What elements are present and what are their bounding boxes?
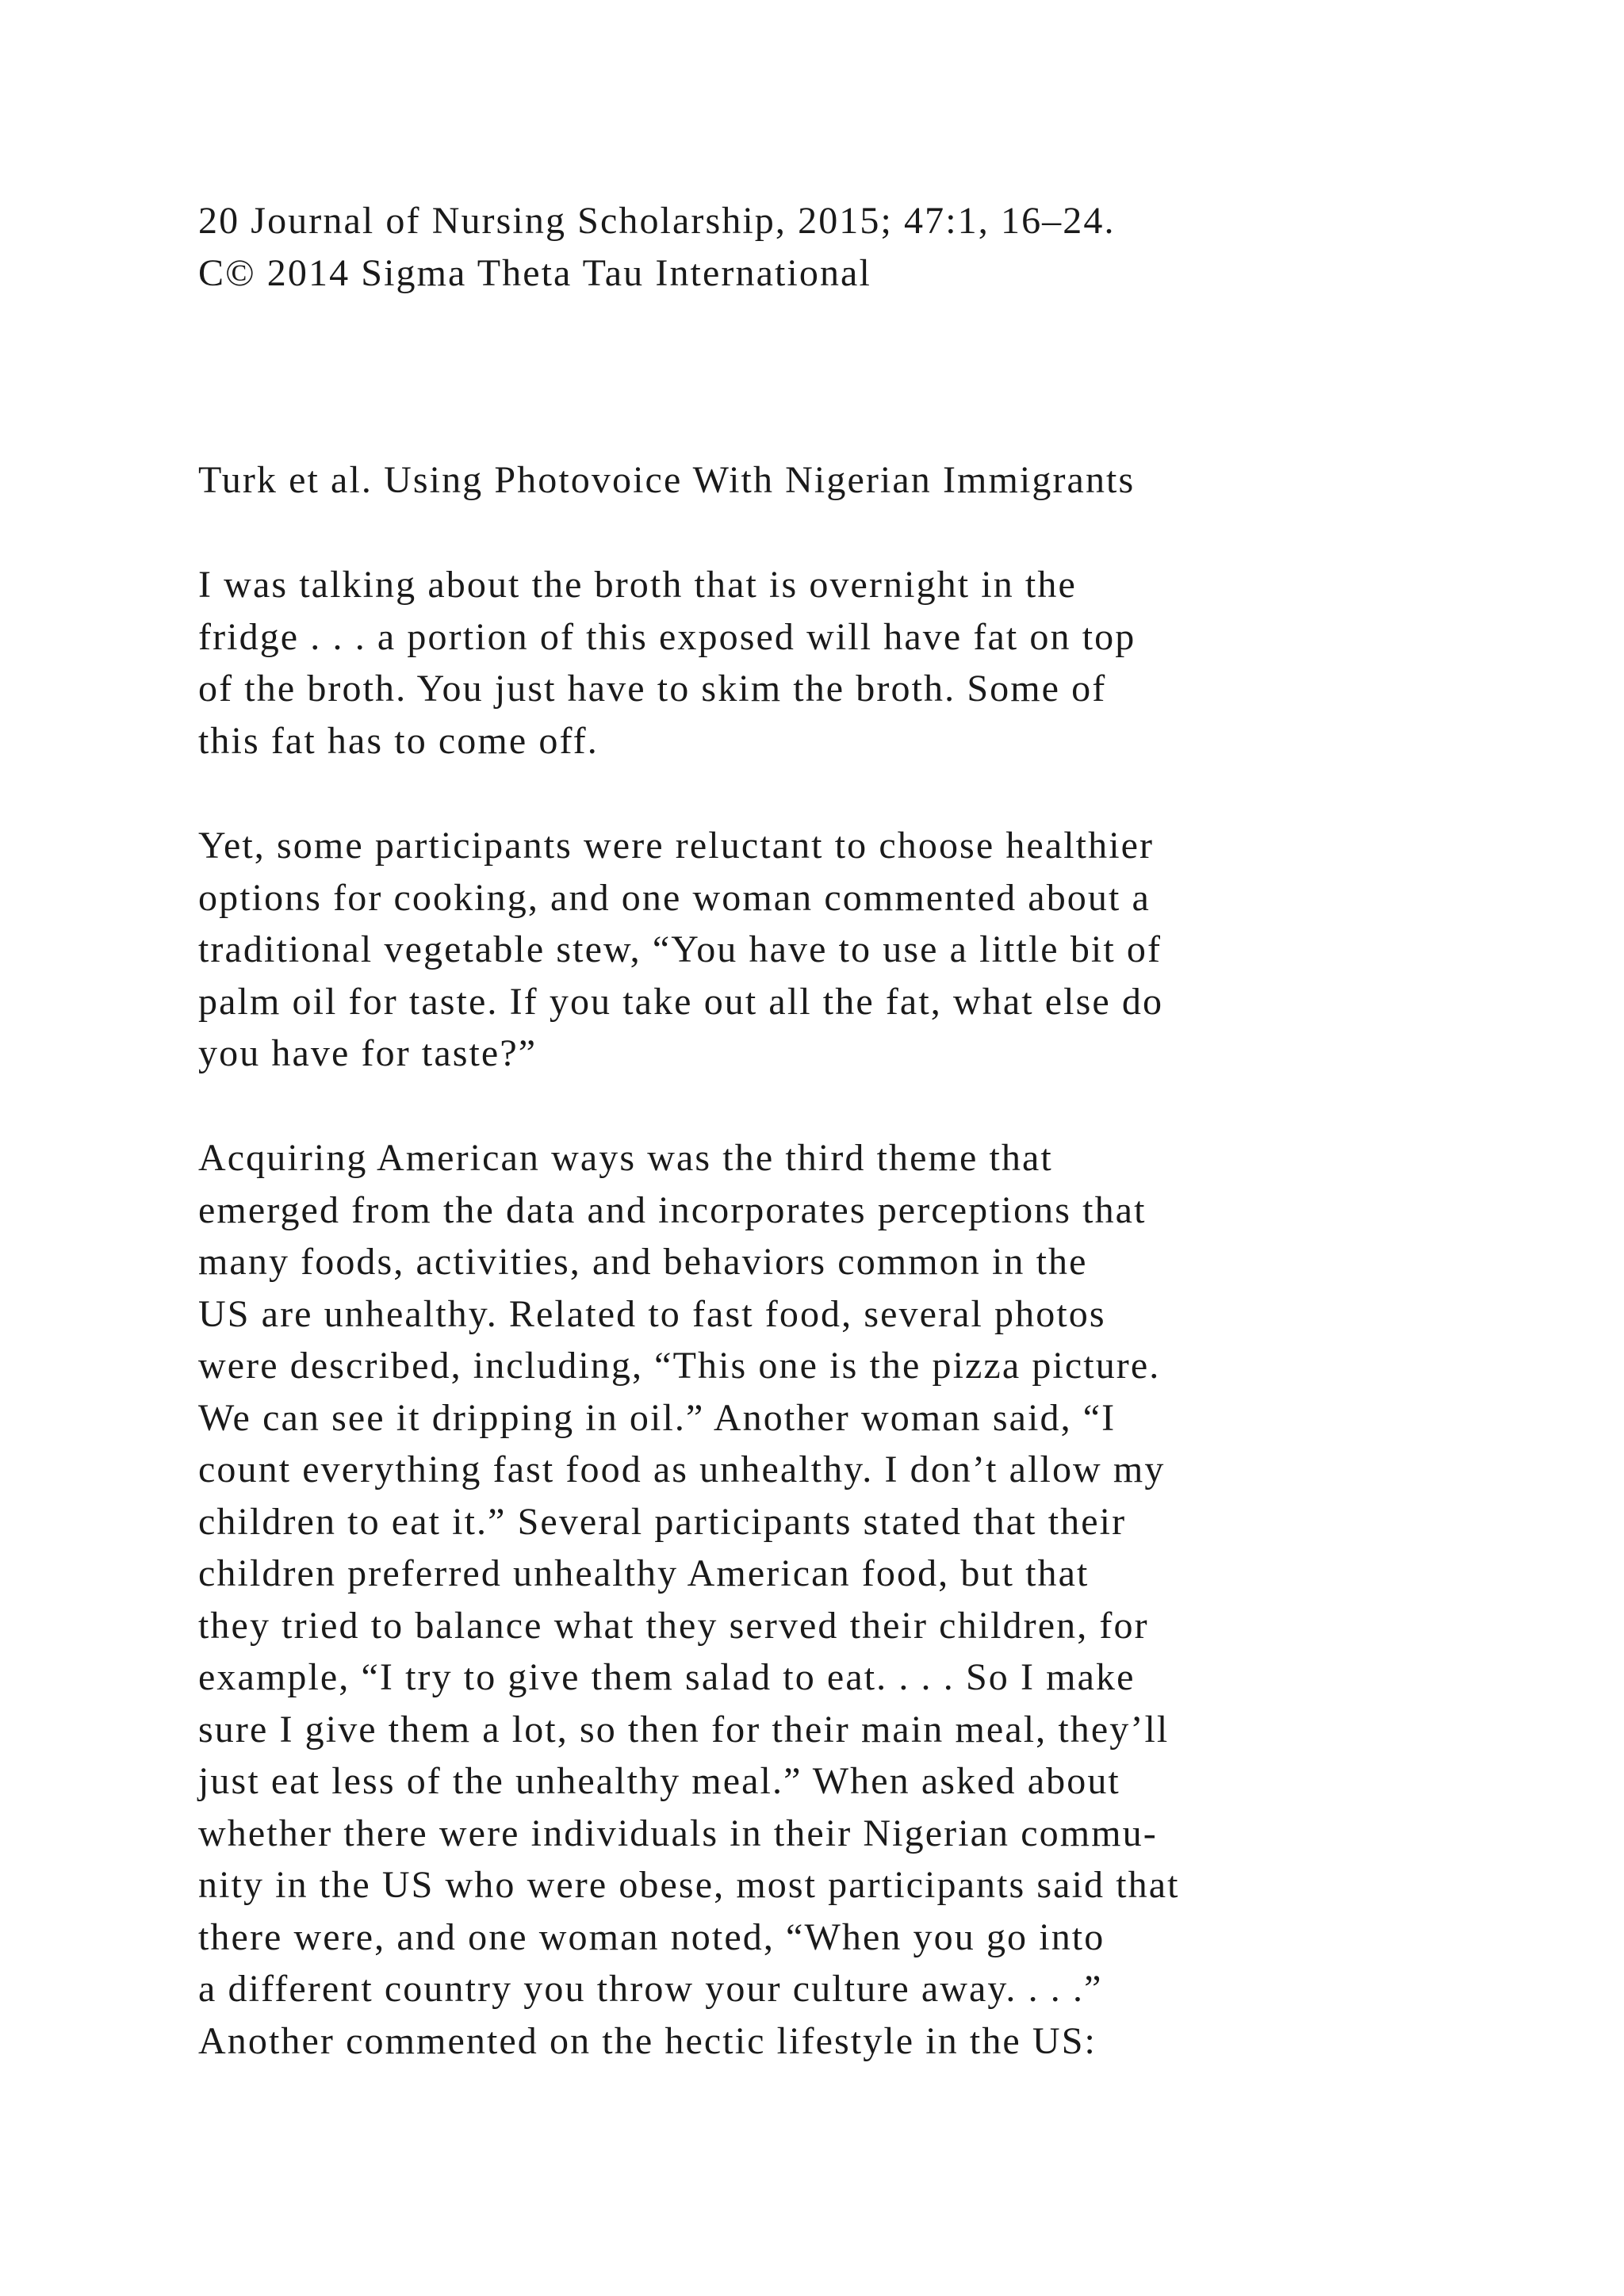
text-line: sure I give them a lot, so then for their main meal, they’ll: [198, 1708, 1170, 1751]
running-head: Turk et al. Using Photovoice With Nigerian Immigrants: [198, 459, 1136, 501]
text-line: Another commented on the hectic lifestyle in the US:: [198, 2019, 1097, 2062]
text-line: palm oil for taste. If you take out all the fat, what else do: [198, 980, 1164, 1023]
text-line: nity in the US who were obese, most participants said that: [198, 1864, 1180, 1906]
citation-line: 20 Journal of Nursing Scholarship, 2015; 47:1, 16–24.: [198, 200, 1116, 242]
text-line: there were, and one woman noted, “When you go into: [198, 1915, 1105, 1958]
text-line: I was talking about the broth that is overnight in the: [198, 564, 1077, 606]
text-line: Acquiring American ways was the third theme that: [198, 1137, 1053, 1179]
text-line: We can see it dripping in oil.” Another woman said, “I: [198, 1396, 1116, 1439]
paragraph-quote-broth: [198, 559, 1136, 767]
text-line: just eat less of the unhealthy meal.” When asked about: [198, 1760, 1120, 1802]
text-line: Yet, some participants were reluctant to choose healthier: [198, 825, 1155, 867]
text-line: whether there were individuals in their Nigerian commu-: [198, 1812, 1158, 1854]
text-line: this fat has to come off.: [198, 719, 599, 762]
text-line: example, “I try to give them salad to eat. . . . So I make: [198, 1656, 1136, 1698]
text-line: many foods, activities, and behaviors common in the: [198, 1241, 1088, 1283]
text-line: children preferred unhealthy American food, but that: [198, 1552, 1090, 1594]
paragraph-healthier-options: [198, 820, 1163, 1080]
text-line: were described, including, “This one is the pizza picture.: [198, 1345, 1161, 1387]
text-line: you have for taste?”: [198, 1032, 538, 1074]
text-line: traditional vegetable stew, “You have to use a little bit of: [198, 928, 1162, 970]
text-line: count everything fast food as unhealthy. I don’t allow my: [198, 1448, 1166, 1490]
text-line: options for cooking, and one woman commented about a: [198, 876, 1151, 919]
text-line: children to eat it.” Several participants stated that their: [198, 1500, 1127, 1543]
text-line: a different country you throw your culture away. . . .”: [198, 1968, 1103, 2010]
text-line: US are unhealthy. Related to fast food, several photos: [198, 1292, 1106, 1335]
copyright-line: C© 2014 Sigma Theta Tau International: [198, 251, 871, 294]
journal-citation-header: [198, 195, 1116, 299]
paragraph-acquiring-american-ways: [198, 1132, 1180, 2067]
text-line: emerged from the data and incorporates perceptions that: [198, 1188, 1147, 1231]
text-line: they tried to balance what they served their children, for: [198, 1604, 1149, 1647]
text-line: of the broth. You just have to skim the broth. Some of: [198, 668, 1107, 710]
text-line: fridge . . . a portion of this exposed will have fat on top: [198, 615, 1136, 658]
